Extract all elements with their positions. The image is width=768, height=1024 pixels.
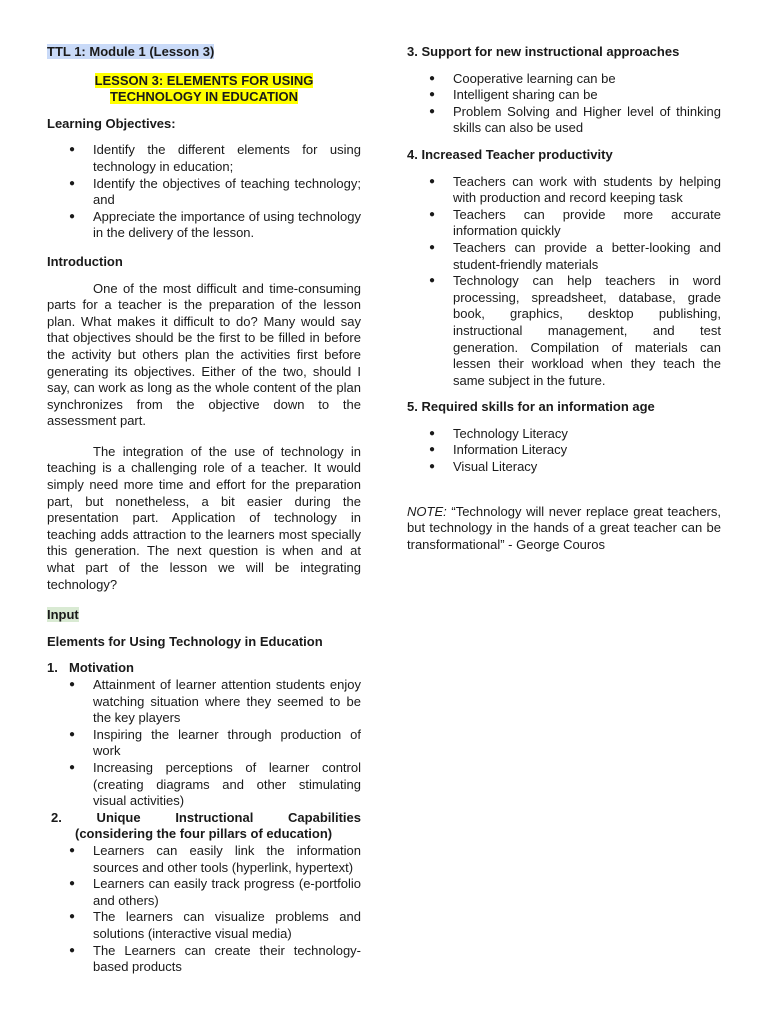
list-item: ● The Learners can create their technology-based products [47,943,361,976]
item5-list [407,426,721,476]
input-label: Input [47,607,79,623]
module-label: TTL 1: Module 1 (Lesson 3) [47,44,215,59]
right-column [407,40,721,553]
elements-heading: Elements for Using Technology in Education [47,633,323,649]
item5-heading: 5. Required skills for an information age [407,399,655,415]
lesson-title [47,73,361,106]
item4-list [407,174,721,390]
quote-note [407,504,721,554]
list-item: ● Teachers can provide more accurate information quickly [407,207,721,240]
objectives-heading: Learning Objectives: [47,115,176,131]
introduction-heading: Introduction [47,253,123,269]
note-text: “Technology will never replace great teachers, but technology in the hands of a great teacher can be transformational” - George Couros [407,503,721,552]
list-item: ● Identify the objectives of teaching technology; and [47,176,361,209]
item2-heading-line2: (considering the four pillars of education) [75,826,333,842]
item1-number: 1. [47,660,58,676]
item3-list [407,71,721,137]
intro-paragraph-2: The integration of the use of technology in teaching is a challenging role of a teacher. It would simply need more time and effort for the preparation part, but nonetheless, a bit easier during the presentation part. Application of technology in teaching adds attraction to the learners most specially this generation. The next question is when and at what part of the lesson we will be integrating technology? [47,443,361,592]
item2-heading-line1: 2. Unique Instructional Capabilities [51,809,361,825]
list-item: ● Information Literacy [407,442,721,459]
list-item: ● Technology can help teachers in word processing, spreadsheet, database, grade book, graphics, desktop publishing, instructional management, and test generation. Compilation of materials can lessen their workload when they teach the same subject in the future. [407,273,721,389]
list-item: ● Appreciate the importance of using technology in the delivery of the lesson. [47,209,361,242]
list-item: ● The learners can visualize problems and solutions (interactive visual media) [47,909,361,942]
list-item: ● Intelligent sharing can be [407,87,721,104]
item3-heading: 3. Support for new instructional approaches [407,44,680,59]
list-item: ● Identify the different elements for using technology in education; [47,142,361,175]
list-item: ● Teachers can work with students by helping with production and record keeping task [407,174,721,207]
lesson-title-line2: TECHNOLOGY IN EDUCATION [109,89,299,105]
item2-list [47,843,361,976]
list-item: ● Cooperative learning can be [407,71,721,88]
input-heading [47,607,361,624]
list-item: ● Learners can easily track progress (e-portfolio and others) [47,876,361,909]
intro-paragraph-1: One of the most difficult and time-consuming parts for a teacher is the preparation of the lesson plan. What makes it difficult to do? Many would say that objectives should be the first to be filled in before the activity but others plan the activities first before generating its objectives. Either of the two, should I say, can work as long as the whole content of the plan synchronizes from the objective down to the assessment part. [47,280,361,429]
list-item: ● Inspiring the learner through production of work [47,727,361,760]
list-item: ● Teachers can provide a better-looking and student-friendly materials [407,240,721,273]
note-label: NOTE: [407,503,447,519]
item4-heading: 4. Increased Teacher productivity [407,146,613,162]
list-item: ● Attainment of learner attention students enjoy watching situation where they seemed to be the key players [47,677,361,727]
list-item: ● Increasing perceptions of learner control (creating diagrams and other stimulating visual activities) [47,760,361,810]
lesson-title-line1: LESSON 3: ELEMENTS FOR USING [94,72,314,88]
item1-title: Motivation [69,660,134,676]
list-item: ● Visual Literacy [407,459,721,476]
list-item: ● Problem Solving and Higher level of thinking skills can also be used [407,104,721,137]
objectives-list [47,142,361,242]
list-item: ● Learners can easily link the information sources and other tools (hyperlink, hypertext) [47,843,361,876]
item1-list [47,677,361,810]
left-column [47,40,361,976]
module-heading [47,44,361,61]
item1-heading [47,660,361,677]
list-item: ● Technology Literacy [407,426,721,443]
